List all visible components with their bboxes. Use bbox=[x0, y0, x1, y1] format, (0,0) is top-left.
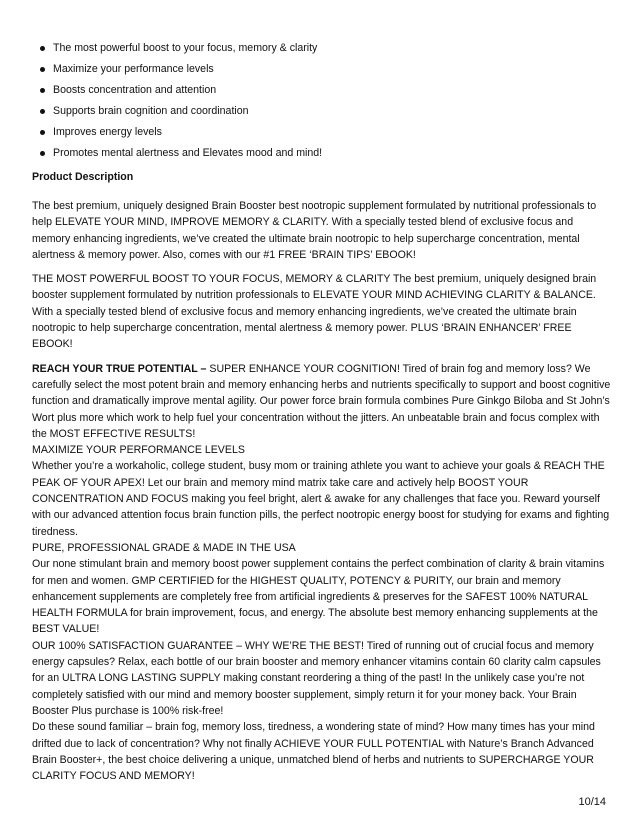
bullet-icon bbox=[40, 151, 45, 156]
section-heading: Product Description bbox=[32, 171, 134, 183]
list-item: The most powerful boost to your focus, memory & clarity bbox=[37, 38, 612, 59]
paragraph-guarantee: OUR 100% SATISFACTION GUARANTEE – WHY WE’RE THE BEST! Tired of running out of crucial focus and memory energy capsules? Relax, each bottle of our brain booster and memory enhancer vitamins contain 60 clarity calm capsules for an ULTRA LONG LASTING SUPPLY making constant reordering a thing of the past! In the unlikely case you’re not completely satisfied with our mind and memory booster supplement, simply return it for your money back. Your Brain Booster Plus purchase is 100% risk-free! bbox=[32, 639, 601, 717]
paragraph-block-main bbox=[32, 361, 612, 785]
document-page bbox=[32, 38, 612, 784]
paragraph-body: SUPER ENHANCE YOUR COGNITION! Tired of brain fog and memory loss? We carefully select the most potent brain and memory enhancing herbs and nutrients specifically to support and boost cognitive function and dramatically improve mental agility. Our power force brain formula combines Pure Ginkgo Biloba and St John’s Wort plus more which work to help fuel your concentration without the jitters. An unbeatable brain and focus complex with the MOST EFFECTIVE RESULTS! bbox=[32, 362, 611, 440]
paragraph-quality: Our none stimulant brain and memory boost power supplement contains the perfect combination of clarity & brain vitamins for men and women. GMP CERTIFIED for the HIGHEST QUALITY, POTENCY & PURITY, our brain and memory enhancement supplements are completely free from artificial ingredients & preserves for the SAFEST 100% NATURAL HEALTH FORMULA for brain improvement, focus, and energy. The absolute best memory enhancing supplements at the BEST VALUE! bbox=[32, 558, 605, 636]
list-item: Boosts concentration and attention bbox=[37, 80, 612, 101]
bullet-icon bbox=[40, 46, 45, 51]
bullet-icon bbox=[40, 130, 45, 135]
paragraph-performance: Whether you’re a workaholic, college student, busy mom or training athlete you want to achieve your goals & REACH THE PEAK OF YOUR APEX! Let our brain and memory mind matrix take care and actively help BOOST YOUR CONCENTRATION AND FOCUS making you feel bright, alert & awake for any challenges that face you. Reward yourself with our advanced attention focus brain function pills, the perfect nootropic energy boost for studying for exams and fighting tiredness. bbox=[32, 460, 610, 538]
page-number: 10/14 bbox=[578, 796, 606, 808]
list-item: Maximize your performance levels bbox=[37, 59, 612, 80]
paragraph-intro: The best premium, uniquely designed Brain Booster best nootropic supplement formulated by nutritional professionals to help ELEVATE YOUR MIND, IMPROVE MEMORY & CLARITY. With a specially tested blend of exclusive focus and memory enhancing ingredients, we’ve created the ultimate brain nootropic to help supercharge concentration, mental alertness & memory power. Also, comes with our #1 FREE ‘BRAIN TIPS’ EBOOK! bbox=[32, 200, 597, 261]
paragraph-lead: REACH YOUR TRUE POTENTIAL – bbox=[32, 362, 207, 375]
bullet-icon bbox=[40, 109, 45, 114]
bullet-icon bbox=[40, 88, 45, 93]
list-item: Supports brain cognition and coordination bbox=[37, 101, 612, 122]
paragraph-closing: Do these sound familiar – brain fog, memory loss, tiredness, a wondering state of mind? How many times has your mind drifted due to lack of concentration? Why not finally ACHIEVE YOUR FULL POTENTIAL with Nature’s Branch Advanced Brain Booster+, the best choice delivering a unique, unmatched blend of herbs and nutrients to SUPERCHARGE YOUR CLARITY FOCUS AND MEMORY! bbox=[32, 721, 595, 783]
subheading-quality: PURE, PROFESSIONAL GRADE & MADE IN THE USA bbox=[32, 541, 296, 554]
subheading-performance: MAXIMIZE YOUR PERFORMANCE LEVELS bbox=[32, 444, 245, 457]
list-item: Promotes mental alertness and Elevates mood and mind! bbox=[37, 143, 612, 164]
list-item: Improves energy levels bbox=[37, 122, 612, 143]
bullet-icon bbox=[40, 67, 45, 72]
benefits-list bbox=[32, 38, 612, 164]
paragraph-true-potential bbox=[32, 361, 612, 442]
paragraph-most-powerful: THE MOST POWERFUL BOOST TO YOUR FOCUS, MEMORY & CLARITY The best premium, uniquely designed brain booster supplement formulated by nutrition professionals to ELEVATE YOUR MIND ACHIEVING CLARITY & BALANCE. With a specially tested blend of exclusive focus and memory enhancing ingredients, we’ve created the ultimate brain nootropic to help supercharge concentration, mental alertness & memory power. PLUS ‘BRAIN ENHANCER’ FREE EBOOK! bbox=[32, 273, 597, 351]
